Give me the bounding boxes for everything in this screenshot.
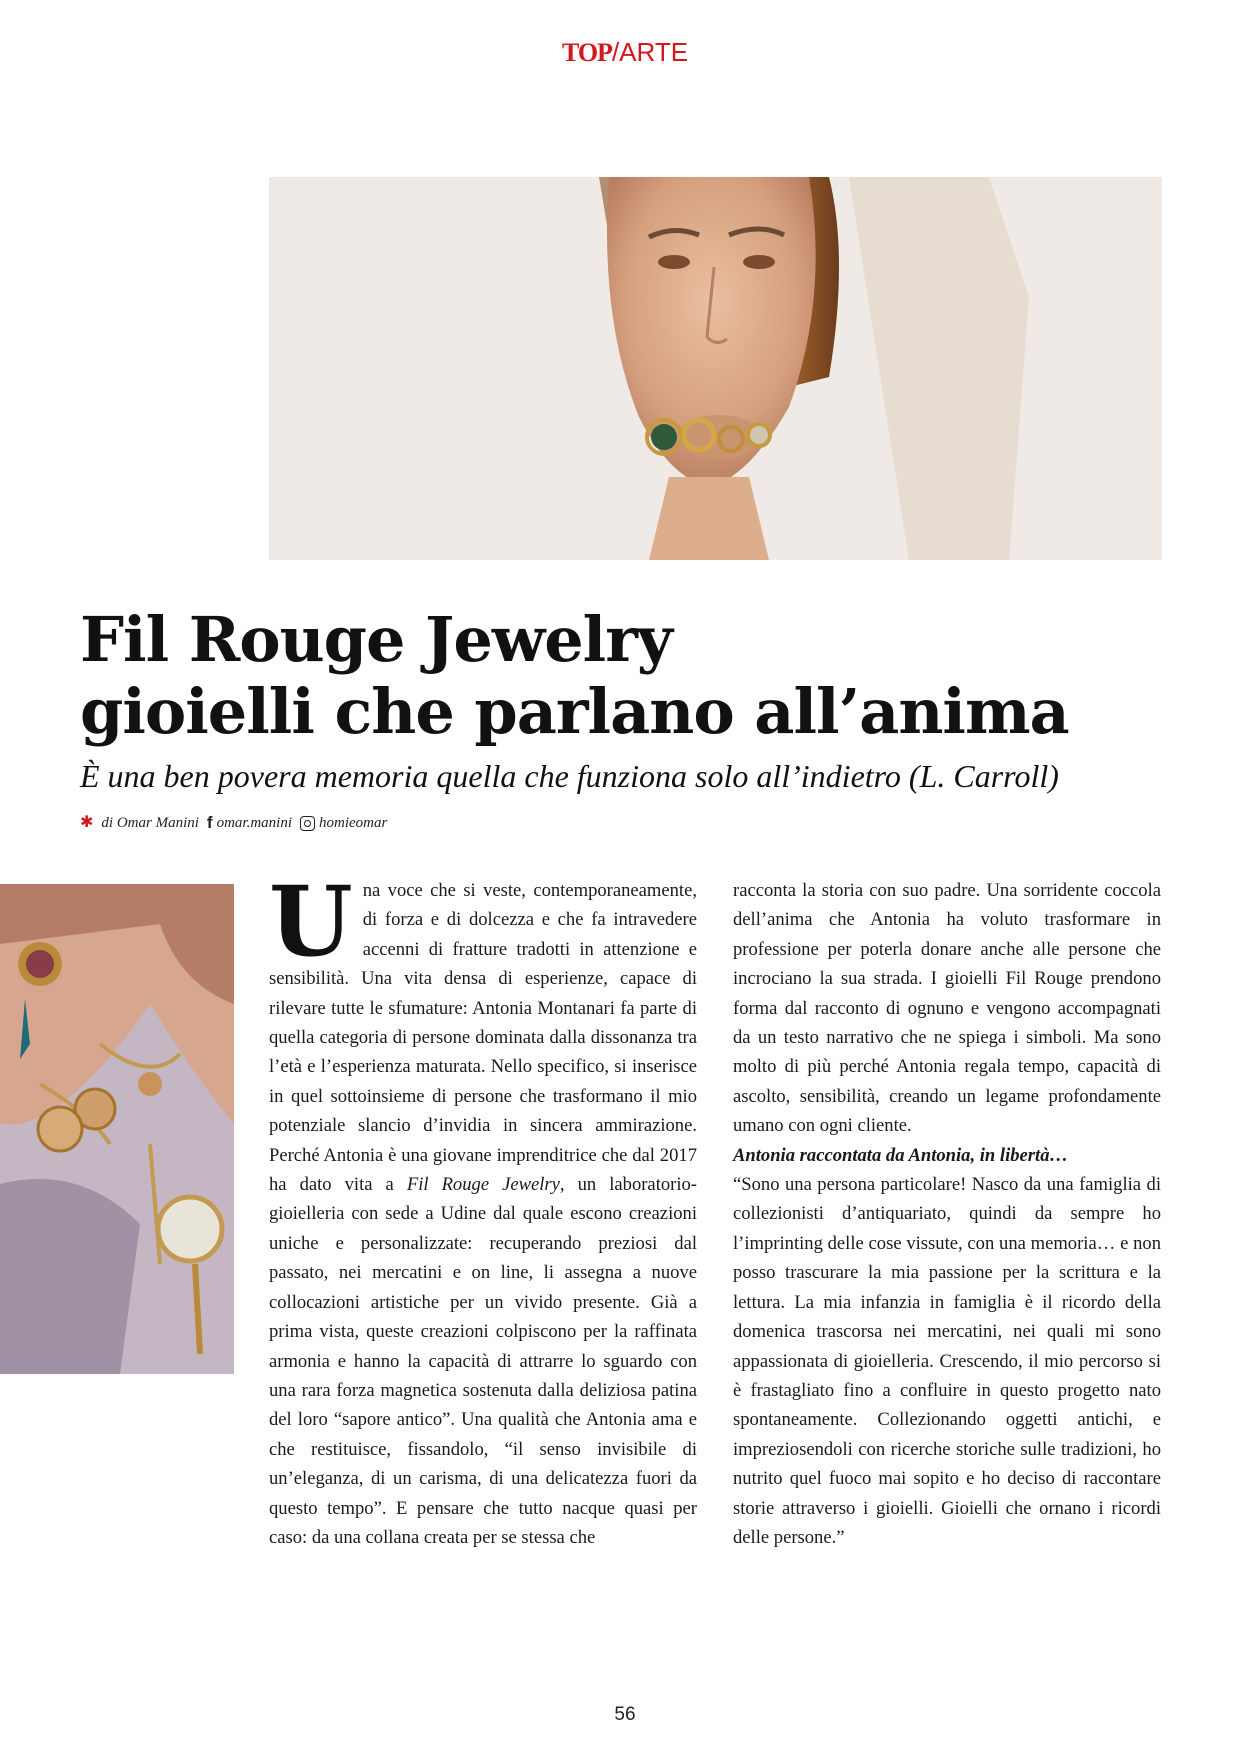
necklace-illustration — [0, 884, 234, 1374]
hero-photo — [269, 177, 1162, 560]
column-1-text-b: , un laboratorio-gioielleria con sede a Udine dal quale escono creazioni uniche e personalizzate: recuperando preziosi dal passato, nei mercatini e on line, li assegna a nuove collocazioni artistiche per un vivido presente. Già a prima vista, queste creazioni colpiscono per la raffinata armonia e hanno la capacità di attrarre lo sguardo con una rara forza magnetica sostenuta dalla deliziosa patina del loro “sapore antico”. Una qualità che Antonia ama e che restituisce, fissandolo, “il senso invisibile di un’eleganza, di un carisma, di una delicatezza fuori da questo tempo”. E pensare che tutto nacque quasi per caso: da una collana creata per se stessa che — [269, 1174, 697, 1548]
brand-name: Fil Rouge Jewelry — [406, 1174, 560, 1196]
article-title — [80, 604, 1180, 748]
byline-author: di Omar Manini — [101, 815, 199, 831]
masthead-separator: / — [611, 37, 620, 67]
title-line-1: Fil Rouge Jewelry — [80, 603, 672, 676]
interview-subhead: Antonia raccontata da Antonia, in libertà… — [733, 1144, 1069, 1166]
page-number: 56 — [614, 1704, 636, 1725]
byline-instagram-handle[interactable]: homieomar — [319, 815, 388, 831]
article-column-2 — [733, 876, 1161, 1552]
title-line-2: gioielli che parlano all’anima — [80, 675, 1069, 748]
instagram-icon — [300, 816, 315, 831]
column-1-paragraph — [269, 865, 697, 1552]
asterisk-icon: ✱ — [80, 814, 94, 831]
facebook-icon: f — [206, 813, 213, 832]
byline-facebook-handle[interactable]: omar.manini — [216, 815, 293, 831]
section-masthead — [0, 36, 1250, 69]
masthead-brand: TOP — [561, 38, 612, 67]
drop-cap: U — [269, 865, 353, 978]
column-1-text-a: na voce che si veste, contemporaneamente, di forza e di dolcezza e che fa intravedere accenni di fratture tradotti in attenzione e sensibilità. Una vita densa di esperienze, capace di rilevare tutte le sfumature: Antonia Montanari fa parte di quella categoria di persone dominata dalla dissonanza tra l’età e l’esperienza maturata. Nello specifico, si inserisce in quel sottoinsieme di persone che trasformano il mio potenziale slancio d’invidia in sincera ammirazione. Perché Antonia è una giovane imprenditrice che dal 2017 ha dato vita a — [269, 880, 697, 1196]
necklace-photo — [0, 884, 234, 1374]
masthead-section: ARTE — [619, 37, 689, 67]
portrait-illustration — [269, 177, 1162, 560]
article-column-1 — [269, 865, 697, 1552]
byline — [80, 812, 780, 834]
column-2-quote: “Sono una persona particolare! Nasco da una famiglia di collezionisti d’antiquariato, quindi da sempre ho l’imprinting delle cose vissute, con una memoria… e non posso trascurare la mia passione per la scrittura e la lettura. La mia infanzia in famiglia è il ricordo della domenica trascorsa nei mercatini, nei quali mi sono appassionata di gioielleria. Crescendo, il mio percorso si è frastagliato fino a confluire in questo progetto nato spontaneamente. Collezionando oggetti antichi, e impreziosendoli con ricerche storiche sulle tradizioni, ho nutrito quel fuoco mai sopito e ho deciso di raccontare storie attraverso i gioielli. Gioielli che ornano i ricordi delle persone.” — [733, 1174, 1161, 1548]
column-2-paragraph-1: racconta la storia con suo padre. Una sorridente coccola dell’anima che Antonia ha voluto trasformare in professione per poterla donare anche alle persone che incrociano la sua strada. I gioielli Fil Rouge prendono forma dal racconto di ognuno e vengono accompagnati da un testo narrativo che ne spiega i simboli. Ma sono molto di più perché Antonia regala tempo, capacità di ascolto, sensibilità, creando un legame profondamente umano con ogni cliente. — [733, 880, 1161, 1137]
article-subtitle: È una ben povera memoria quella che funziona solo all’indietro (L. Carroll) — [80, 758, 1059, 794]
